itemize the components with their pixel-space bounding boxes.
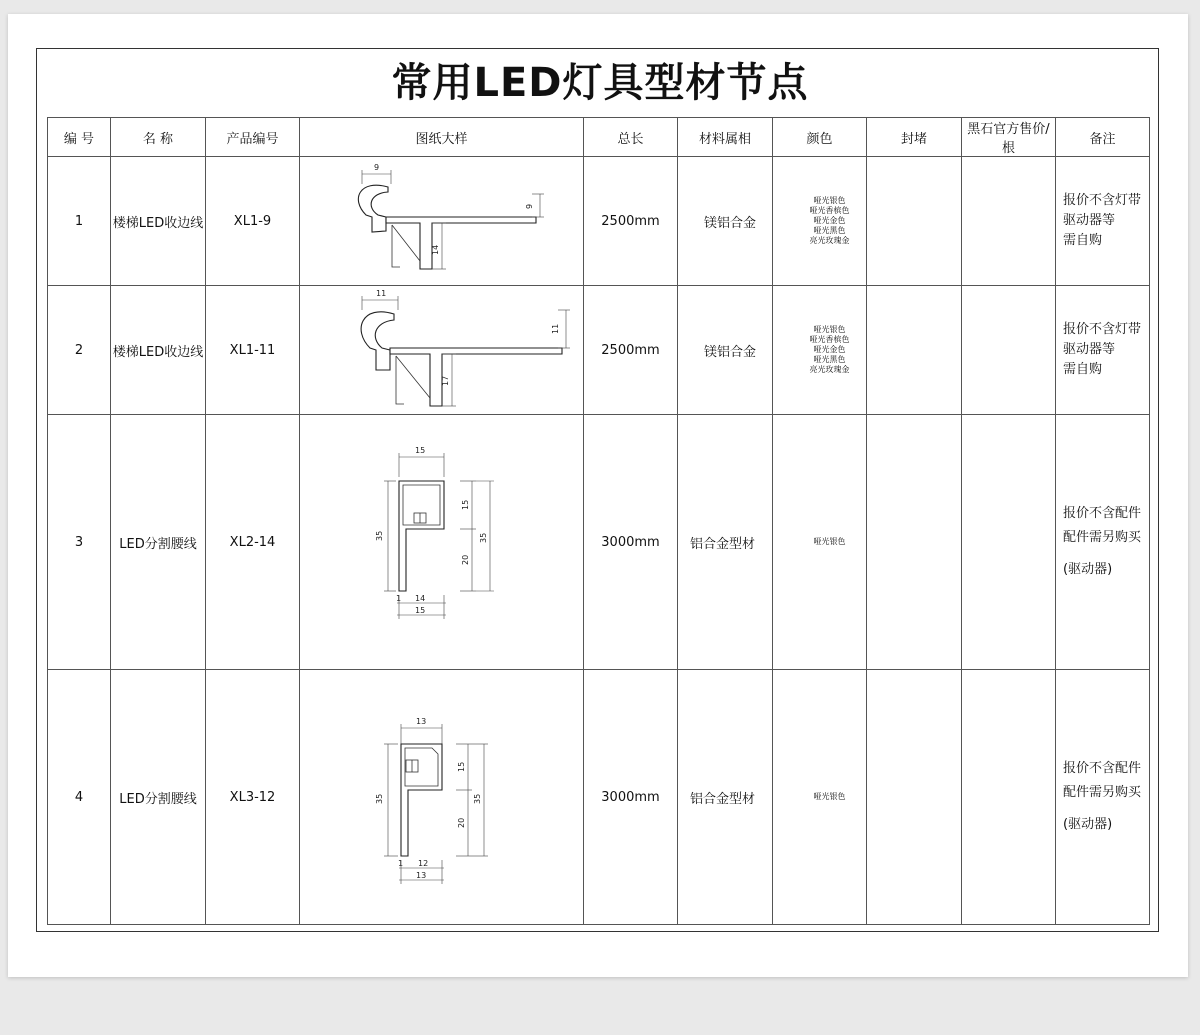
header-code: 产品编号 <box>206 118 300 157</box>
dim-right: 35 <box>473 793 482 804</box>
row-seal <box>867 670 962 925</box>
note-line: 配件需另购买 <box>1063 530 1142 545</box>
row-colors <box>773 415 867 670</box>
dim-inner: 12 <box>418 859 429 868</box>
profile-table <box>47 117 1150 925</box>
row-code: XL1-9 <box>206 157 300 286</box>
row-drawing <box>300 286 584 415</box>
row-drawing <box>300 157 584 286</box>
color-item: 哑光银色 <box>813 325 846 334</box>
note-line: 驱动器等 <box>1063 342 1116 357</box>
dim-upper: 15 <box>457 761 466 772</box>
row-code: XL1-11 <box>206 286 300 415</box>
dim-right: 35 <box>479 532 488 543</box>
row-price <box>962 286 1056 415</box>
color-item: 哑光金色 <box>813 345 846 354</box>
row-drawing <box>300 415 584 670</box>
row-no: 2 <box>48 286 111 415</box>
header-no: 编 号 <box>48 118 111 157</box>
row-price <box>962 415 1056 670</box>
dim-width: 9 <box>374 163 380 172</box>
dim-lower: 20 <box>461 554 470 565</box>
row-note <box>1056 670 1150 925</box>
header-length: 总长 <box>584 118 678 157</box>
note-line: 报价不含配件 <box>1063 506 1142 521</box>
color-item: 亮光玫瑰金 <box>809 236 850 245</box>
color-item: 哑光银色 <box>813 196 846 205</box>
note-line: 需自购 <box>1063 362 1103 377</box>
dim-bottom: 15 <box>415 606 426 615</box>
row-length: 3000mm <box>584 415 678 670</box>
dim-top: 15 <box>415 446 426 455</box>
dim-lower: 20 <box>457 817 466 828</box>
row-price <box>962 157 1056 286</box>
profile-drawing-xl2-14 <box>300 415 584 665</box>
row-seal <box>867 157 962 286</box>
note-line: 配件需另购买 <box>1063 785 1142 800</box>
color-item: 哑光香槟色 <box>809 206 850 215</box>
row-note <box>1056 415 1150 670</box>
row-code: XL3-12 <box>206 670 300 925</box>
row-no: 3 <box>48 415 111 670</box>
color-item: 哑光黑色 <box>813 355 846 364</box>
row-note <box>1056 286 1150 415</box>
row-code: XL2-14 <box>206 415 300 670</box>
row-colors <box>773 670 867 925</box>
profile-drawing-xl3-12 <box>300 670 584 920</box>
dim-height: 9 <box>525 203 534 209</box>
dim-left: 35 <box>375 793 384 804</box>
dim-bottom: 13 <box>416 871 427 880</box>
row-colors <box>773 157 867 286</box>
row-no: 1 <box>48 157 111 286</box>
color-item: 哑光银色 <box>813 792 846 801</box>
row-note <box>1056 157 1150 286</box>
row-length: 3000mm <box>584 670 678 925</box>
row-seal <box>867 415 962 670</box>
profile-drawing-xl1-11 <box>300 286 584 410</box>
note-line: 报价不含灯带 <box>1063 322 1142 337</box>
note-line: 报价不含灯带 <box>1063 193 1142 208</box>
row-material: 铝合金型材 <box>678 670 773 925</box>
table-row <box>48 286 1150 415</box>
dim-thickness: 1 <box>398 859 404 868</box>
dim-thickness: 1 <box>396 594 402 603</box>
dim-depth: 14 <box>431 244 440 255</box>
header-drawing: 图纸大样 <box>300 118 584 157</box>
row-drawing <box>300 670 584 925</box>
dim-upper: 15 <box>461 499 470 510</box>
row-name: LED分割腰线 <box>111 415 206 670</box>
color-item: 哑光金色 <box>813 216 846 225</box>
header-note: 备注 <box>1056 118 1150 157</box>
table-row <box>48 670 1150 925</box>
page-title: 常用LED灯具型材节点 <box>391 60 809 106</box>
header-name: 名 称 <box>111 118 206 157</box>
color-item: 亮光玫瑰金 <box>809 365 850 374</box>
row-material: 铝合金型材 <box>678 415 773 670</box>
row-length: 2500mm <box>584 157 678 286</box>
dim-top: 13 <box>416 717 427 726</box>
note-line: (驱动器) <box>1063 817 1113 832</box>
row-price <box>962 670 1056 925</box>
dim-width: 11 <box>376 289 387 298</box>
row-colors <box>773 286 867 415</box>
header-row <box>48 118 1150 157</box>
header-price: 黑石官方售价/根 <box>962 118 1056 157</box>
dim-left: 35 <box>375 530 384 541</box>
note-line: 需自购 <box>1063 233 1103 248</box>
note-line: 报价不含配件 <box>1063 761 1142 776</box>
row-no: 4 <box>48 670 111 925</box>
table-row <box>48 157 1150 286</box>
row-material: 镁铝合金 <box>678 286 773 415</box>
header-color: 颜色 <box>773 118 867 157</box>
row-length: 2500mm <box>584 286 678 415</box>
header-seal: 封堵 <box>867 118 962 157</box>
row-name: 楼梯LED收边线 <box>111 157 206 286</box>
note-line: (驱动器) <box>1063 562 1113 577</box>
table-row <box>48 415 1150 670</box>
color-item: 哑光黑色 <box>813 226 846 235</box>
row-seal <box>867 286 962 415</box>
note-line: 驱动器等 <box>1063 213 1116 228</box>
header-material: 材料属相 <box>678 118 773 157</box>
profile-drawing-xl1-9 <box>300 157 584 281</box>
color-item: 哑光银色 <box>813 537 846 546</box>
row-name: 楼梯LED收边线 <box>111 286 206 415</box>
row-material: 镁铝合金 <box>678 157 773 286</box>
dim-inner: 14 <box>415 594 426 603</box>
row-name: LED分割腰线 <box>111 670 206 925</box>
color-item: 哑光香槟色 <box>809 335 850 344</box>
dim-height: 11 <box>551 323 560 334</box>
dim-depth: 17 <box>441 375 450 386</box>
